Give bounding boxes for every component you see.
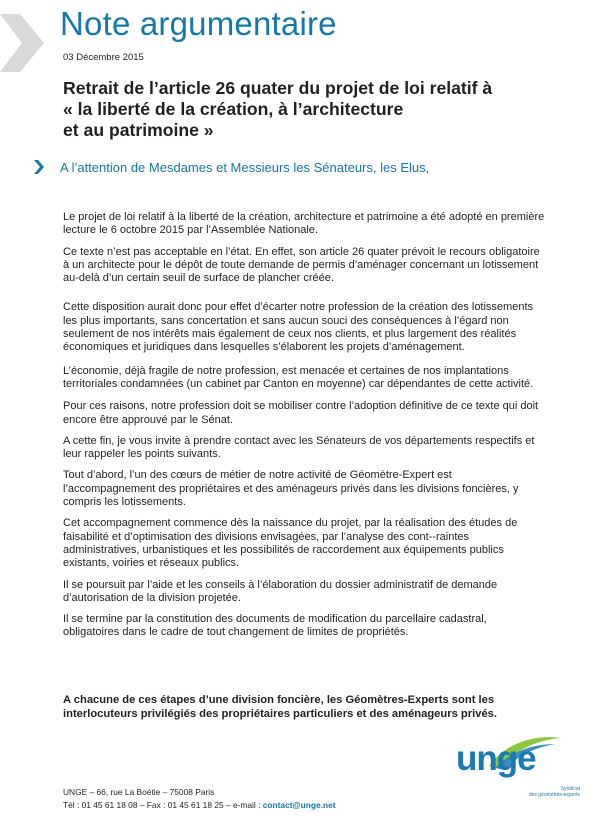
paragraph: Tout d’abord, l’un des cœurs de métier de notre activité de Géomètre-Expert est l’accompagnement des propriétaires et des aménageurs privés dans les divisions foncières, y compris les lotissements. [63,469,519,509]
subject-line-2: « la liberté de la création, à l’architecture [63,99,404,119]
logo-subtitle-line-1: Syndicat [560,786,580,792]
paragraph: Le projet de loi relatif à la liberté de la création, architecture et patrimoine a été adopté en première lecture le 6 octobre 2015 par l’Assemblée Nationale. [63,211,545,237]
paragraph: Cet accompagnement commence dès la naissance du projet, par la réalisation des études de faisabilité et d’optimisation des divisions envisagées, par l’analyse des cont--raintes administratives, urbanistiques et les possibilités de raccordement aux équipements publics existants, voiries et réseaux publics. [63,517,518,570]
arrow-bullet-icon [34,160,44,174]
paragraph: Pour ces raisons, notre profession doit se mobiliser contre l’adoption définitive de ce texte qui doit encore être approuvé par le Sénat. [63,400,539,426]
footer [63,786,336,812]
paragraph: Cette disposition aurait donc pour effet d’écarter notre profession de la création des lotissements les plus importants, sans concertation et sans aucun souci des conséquences à l’égard non seulement de nos intérêts mais également de ceux nos clients, et plus largement des réalités économiques et juridiques dans lesquelles s’élaborent les projets d’aménagement. [63,301,534,354]
addressee-line: A l’attention de Mesdames et Messieurs les Sénateurs, les Elus, [60,160,430,175]
document-date: 03 Décembre 2015 [63,52,144,63]
paragraph: Il se termine par la constitution des documents de modification du parcellaire cadastral, obligatoires dans le cadre de tout changement de limites de propriétés. [63,613,487,639]
logo-subtitle-line-2: des géomètres-experts [528,792,580,798]
decorative-chevron-icon [0,14,46,72]
subject-line-3: et au patrimoine » [63,120,214,140]
paragraph: L’économie, déjà fragile de notre profession, est menacée et certaines de nos implantations territoriales condamnées (un cabinet par Canton en moyenne) car dépendantes de cette activité. [63,364,534,390]
paragraph: Ce texte n’est pas acceptable en l’état. En effet, son article 26 quater prévoit le recours obligatoire à un architecte pour le dépôt de toute demande de permis d’aménager concernant un lotissement au-delà d’un certain seuil de surface de plancher créée. [63,245,540,285]
footer-address: UNGE – 66, rue La Boétie – 75008 Paris [63,787,215,797]
subject-heading [63,78,563,141]
logo-wordmark: unge [456,739,536,778]
logo-subtitle [520,786,580,798]
footer-contact [63,799,336,812]
paragraph: Il se poursuit par l’aide et les conseils à l’élaboration du dossier administratif de demande d’autorisation de la division projetée. [63,578,498,604]
page-title: Note argumentaire [60,5,337,42]
conclusion-text: A chacune de ces étapes d’une division foncière, les Géomètres-Experts sont les interlocuteurs privilégiés des propriétaires particuliers et des aménageurs privés. [63,694,497,720]
footer-phone-fax: Tél : 01 45 61 18 08 – Fax : 01 45 61 18 25 – e-mail : [63,800,263,810]
body-text [63,211,545,640]
paragraph: A cette fin, je vous invite à prendre contact avec les Sénateurs de vos départements respectifs et leur rappeler les points suivants. [63,434,535,461]
subject-line-1: Retrait de l’article 26 quater du projet de loi relatif à [63,78,493,98]
footer-email-link[interactable]: contact@unge.net [262,800,336,810]
